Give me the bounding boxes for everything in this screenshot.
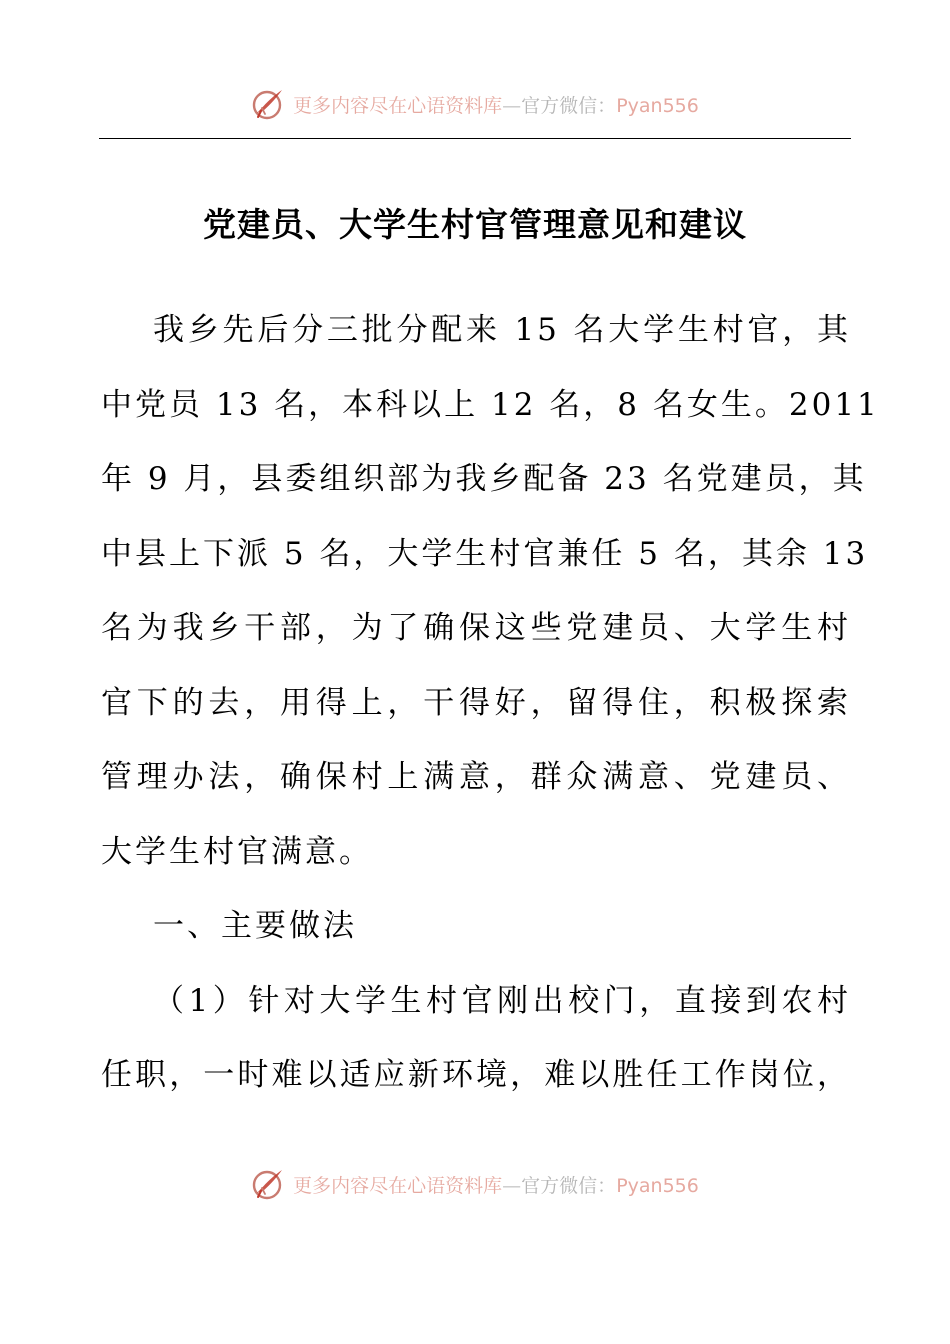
body-line-10: （1）针对大学生村官刚出校门，直接到农村	[153, 982, 851, 1019]
header-divider	[99, 138, 851, 139]
body-line-3: 年 9 月，县委组织部为我乡配备 23 名党建员，其	[101, 461, 867, 497]
body-line-5: 名为我乡干部，为了确保这些党建员、大学生村	[101, 610, 851, 646]
body-line-8: 大学生村官满意。	[101, 833, 373, 870]
body-line-11: 任职，一时难以适应新环境，难以胜任工作岗位，	[101, 1057, 851, 1093]
document-body	[101, 293, 880, 1113]
section-heading: 一、主要做法	[153, 908, 357, 944]
body-line-7: 管理办法，确保村上满意，群众满意、党建员、	[101, 759, 851, 795]
document-title: 党建员、大学生村官管理意见和建议	[203, 205, 747, 244]
quill-logo-icon	[251, 1167, 285, 1201]
footer-watermark	[0, 1164, 950, 1204]
watermark-site-name: 更多内容尽在心语资料库	[293, 1174, 503, 1197]
quill-logo-icon	[251, 87, 285, 121]
watermark-site-name: 更多内容尽在心语资料库	[293, 94, 503, 117]
header-watermark	[0, 84, 950, 124]
body-line-6: 官下的去，用得上，干得好，留得住，积极探索	[101, 684, 851, 721]
watermark-wechat-id: Pyan556	[616, 94, 699, 117]
body-line-2: 中党员 13 名，本科以上 12 名，8 名女生。2011	[101, 386, 880, 423]
watermark-official-label: 官方微信：	[521, 94, 617, 117]
watermark-dash: —	[502, 94, 522, 117]
body-line-1: 我乡先后分三批分配来 15 名大学生村官，其	[153, 312, 851, 348]
watermark-dash: —	[502, 1174, 522, 1197]
watermark-text	[293, 91, 699, 118]
body-line-4: 中县上下派 5 名，大学生村官兼任 5 名，其余 13	[101, 535, 869, 572]
watermark-wechat-id: Pyan556	[616, 1174, 699, 1197]
watermark-text	[293, 1171, 699, 1198]
watermark-official-label: 官方微信：	[521, 1174, 617, 1197]
